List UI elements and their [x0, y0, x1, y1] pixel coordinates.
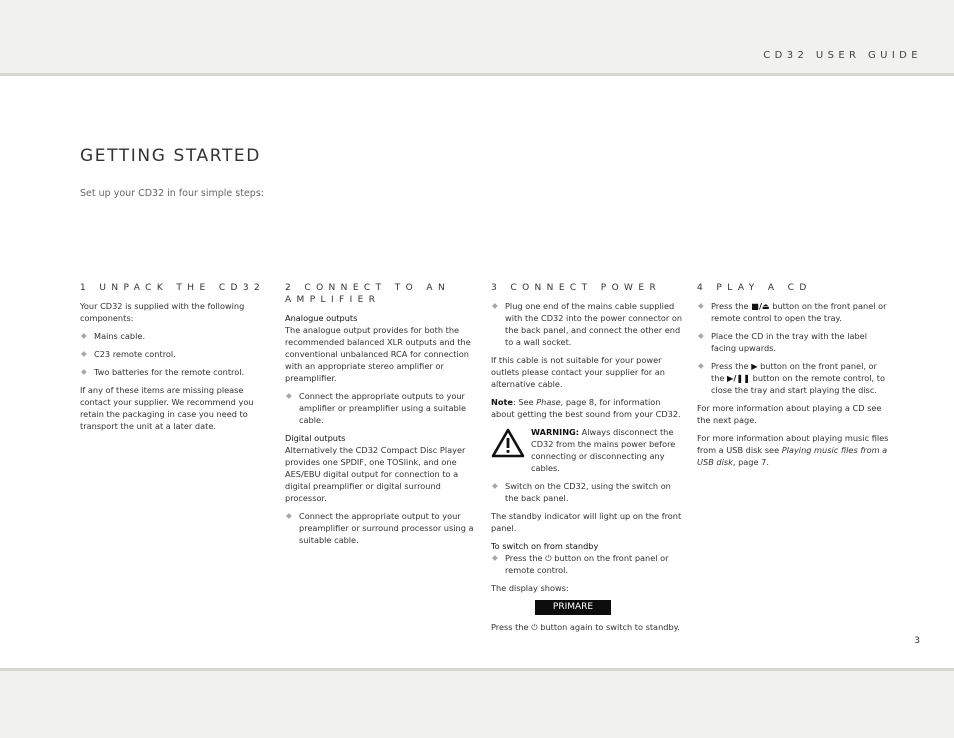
step-1-column	[80, 282, 275, 438]
stop-eject-icon: ■/⏏	[751, 301, 770, 311]
analogue-outputs-text: The analogue output provides for both the recommended balanced XLR outputs and the conventional unbalanced RCA for connection with an appropriate stereo amplifier or preamplifier.	[285, 325, 471, 383]
bullet-icon: ◆	[698, 331, 704, 340]
digital-outputs-subhead: Digital outputs	[285, 433, 346, 443]
standby-final-text: Press the ⏻ button again to switch to standby.	[491, 622, 680, 632]
list-item: ◆ Connect the appropriate outputs to your amplifier or preamplifier using a suitable cable.	[286, 391, 467, 425]
step-1-heading: 1 UNPACK THE CD32	[80, 283, 266, 293]
bottom-band	[0, 671, 954, 738]
warning-block: WARNING: Always disconnect the CD32 from the mains power before connecting or disconnecting any cables.	[491, 426, 686, 474]
list-item: ◆ Mains cable.	[81, 331, 146, 341]
list-item: ◆ Press the ⏻ button on the front panel or remote control.	[492, 553, 669, 575]
bullet-icon: ◆	[698, 361, 704, 370]
bullet-icon: ◆	[286, 391, 292, 400]
page-number: 3	[914, 636, 920, 646]
top-band	[0, 0, 954, 73]
list-item: ◆ Two batteries for the remote control.	[81, 367, 245, 377]
play-icon: ▶	[751, 361, 758, 371]
play-pause-icon: ▶/❚❚	[727, 373, 751, 383]
step-3-column	[491, 282, 686, 639]
bullet-icon: ◆	[81, 367, 87, 376]
bullet-icon: ◆	[492, 553, 498, 562]
display-readout: PRIMARE	[535, 600, 611, 615]
step-4-text-2: For more information about playing music files from a USB disk see Playing music files from a USB disk, page 7.	[697, 433, 889, 467]
list-item: ◆ Plug one end of the mains cable supplied with the CD32 into the power connector on the back panel, and connect the other end to a wall socket.	[492, 301, 683, 347]
step-4-text-1: For more information about playing a CD see the next page.	[697, 403, 882, 425]
bullet-icon: ◆	[492, 301, 498, 310]
list-item: ◆ Press the ▶ button on the front panel, or the ▶/❚❚ button on the remote control, to close the tray and start playing the disc.	[698, 361, 885, 395]
list-item: ◆ Place the CD in the tray with the label facing upwards.	[698, 331, 867, 353]
warning-icon	[491, 428, 525, 458]
list-item: ◆ C23 remote control.	[81, 349, 176, 359]
step-1-outro: If any of these items are missing please contact your supplier. We recommend you retain the packaging in case you need to transport the unit at a later date.	[80, 385, 254, 431]
power-icon: ⏻	[531, 622, 538, 632]
page-title: GETTING STARTED	[80, 146, 261, 166]
display-label: The display shows:	[491, 583, 569, 593]
page-subtitle: Set up your CD32 in four simple steps:	[80, 188, 264, 199]
power-icon: ⏻	[545, 553, 552, 563]
list-item: ◆ Switch on the CD32, using the switch on the back panel.	[492, 481, 671, 503]
bullet-icon: ◆	[698, 301, 704, 310]
bullet-icon: ◆	[492, 481, 498, 490]
step-3-text-2: The standby indicator will light up on the front panel.	[491, 511, 682, 533]
step-4-column	[697, 282, 892, 474]
bullet-icon: ◆	[81, 349, 87, 358]
list-item: ◆ Connect the appropriate output to your preamplifier or surround processor using a suitable cable.	[286, 511, 474, 545]
step-2-column	[285, 282, 480, 552]
note-paragraph: Note: See Phase, page 8, for information about getting the best sound from your CD32.	[491, 397, 681, 419]
step-3-heading: 3 CONNECT POWER	[491, 283, 662, 293]
step-3-text-1: If this cable is not suitable for your power outlets please contact your supplier for an alternative cable.	[491, 355, 665, 389]
digital-outputs-text: Alternatively the CD32 Compact Disc Player provides one SPDIF, one TOSlink, and one AES/EBU digital output for connection to a digital preamplifier or digital surround processor.	[285, 445, 466, 503]
page	[0, 76, 954, 668]
standby-subhead: To switch on from standby	[491, 541, 599, 551]
step-1-intro: Your CD32 is supplied with the following components:	[80, 301, 245, 323]
list-item: ◆ Press the ■/⏏ button on the front panel or remote control to open the tray.	[698, 301, 887, 323]
bullet-icon: ◆	[81, 331, 87, 340]
bullet-icon: ◆	[286, 511, 292, 520]
step-2-heading: 2 CONNECT TO AN AMPLIFIER	[285, 283, 451, 305]
header-title: CD32 USER GUIDE	[763, 50, 922, 61]
step-4-heading: 4 PLAY A CD	[697, 283, 812, 293]
analogue-outputs-subhead: Analogue outputs	[285, 313, 358, 323]
